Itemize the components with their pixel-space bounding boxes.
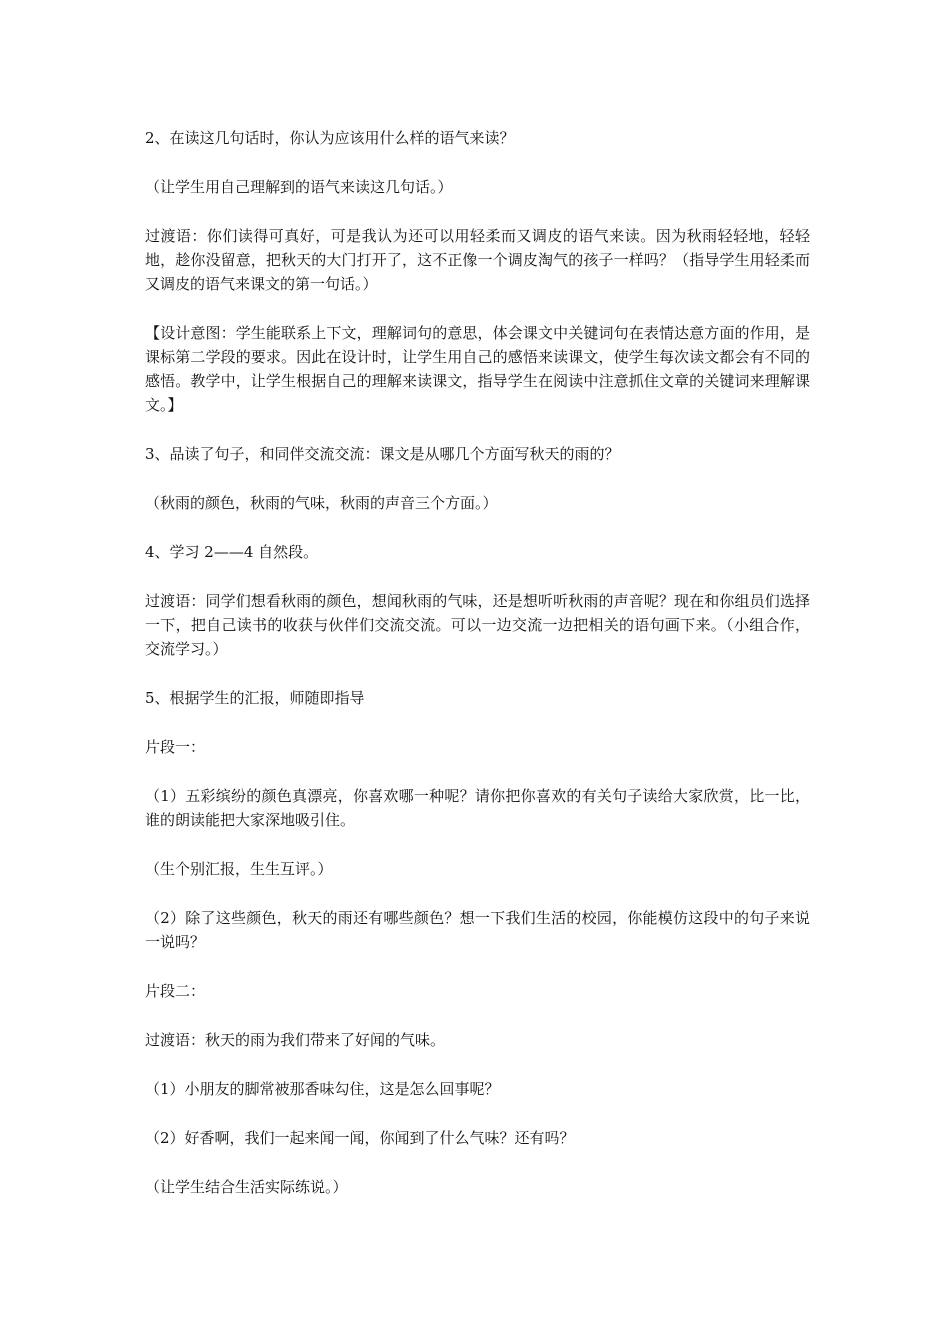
paragraph-step-4: 4、学习 2——4 自然段。 bbox=[145, 543, 319, 561]
paragraph-segment-2-item-2: （2）好香啊，我们一起来闻一闻，你闻到了什么气味？还有吗？ bbox=[145, 1129, 575, 1147]
paragraph-transition-1: 过渡语：你们读得可真好，可是我认为还可以用轻柔而又调皮的语气来读。因为秋雨轻轻地，轻轻地，趁你没留意，把秋天的大门打开了，这不正像一个调皮淘气的孩子一样吗？（指导学生用轻柔而又调皮的语气来课文的第一句话。） bbox=[145, 227, 810, 293]
paragraph-question-3: 3、品读了句子，和同伴交流交流：课文是从哪几个方面写秋天的雨的？ bbox=[145, 445, 620, 463]
paragraph-segment-2-item-1: （1）小朋友的脚常被那香味勾住，这是怎么回事呢？ bbox=[145, 1080, 500, 1098]
paragraph-segment-1-item-2: （2）除了这些颜色，秋天的雨还有哪些颜色？想一下我们生活的校园，你能模仿这段中的句子来说一说吗？ bbox=[145, 909, 810, 951]
paragraph-step-5: 5、根据学生的汇报，师随即指导 bbox=[145, 689, 365, 707]
paragraph-segment-2-note: （让学生结合生活实际练说。） bbox=[145, 1178, 348, 1196]
document-page bbox=[145, 126, 810, 1224]
paragraph-segment-1-item-1: （1）五彩缤纷的颜色真漂亮，你喜欢哪一种呢？请你把你喜欢的有关句子读给大家欣赏，比一比，谁的朗读能把大家深地吸引住。 bbox=[145, 787, 810, 829]
paragraph-segment-2-heading: 片段二： bbox=[145, 982, 206, 1000]
paragraph-answer-aspects: （秋雨的颜色，秋雨的气味，秋雨的声音三个方面。） bbox=[145, 494, 498, 512]
paragraph-segment-1-note: （生个别汇报，生生互评。） bbox=[145, 860, 333, 878]
paragraph-transition-2: 过渡语：同学们想看秋雨的颜色，想闻秋雨的气味，还是想听听秋雨的声音呢？现在和你组员们选择一下，把自己读书的收获与伙伴们交流交流。可以一边交流一边把相关的语句画下来。（小组合作，交流学习。） bbox=[145, 592, 810, 658]
paragraph-note-tone: （让学生用自己理解到的语气来读这几句话。） bbox=[145, 178, 453, 196]
paragraph-design-intent: 【设计意图：学生能联系上下文，理解词句的意思，体会课文中关键词句在表情达意方面的作用，是课标第二学段的要求。因此在设计时，让学生用自己的感悟来读课文，使学生每次读文都会有不同的感悟。教学中，让学生根据自己的理解来读课文，指导学生在阅读中注意抓住文章的关键词来理解课文。】 bbox=[145, 324, 810, 414]
paragraph-question-2: 2、在读这几句话时，你认为应该用什么样的语气来读？ bbox=[145, 129, 515, 147]
paragraph-transition-3: 过渡语：秋天的雨为我们带来了好闻的气味。 bbox=[145, 1031, 446, 1049]
paragraph-segment-1-heading: 片段一： bbox=[145, 738, 206, 756]
